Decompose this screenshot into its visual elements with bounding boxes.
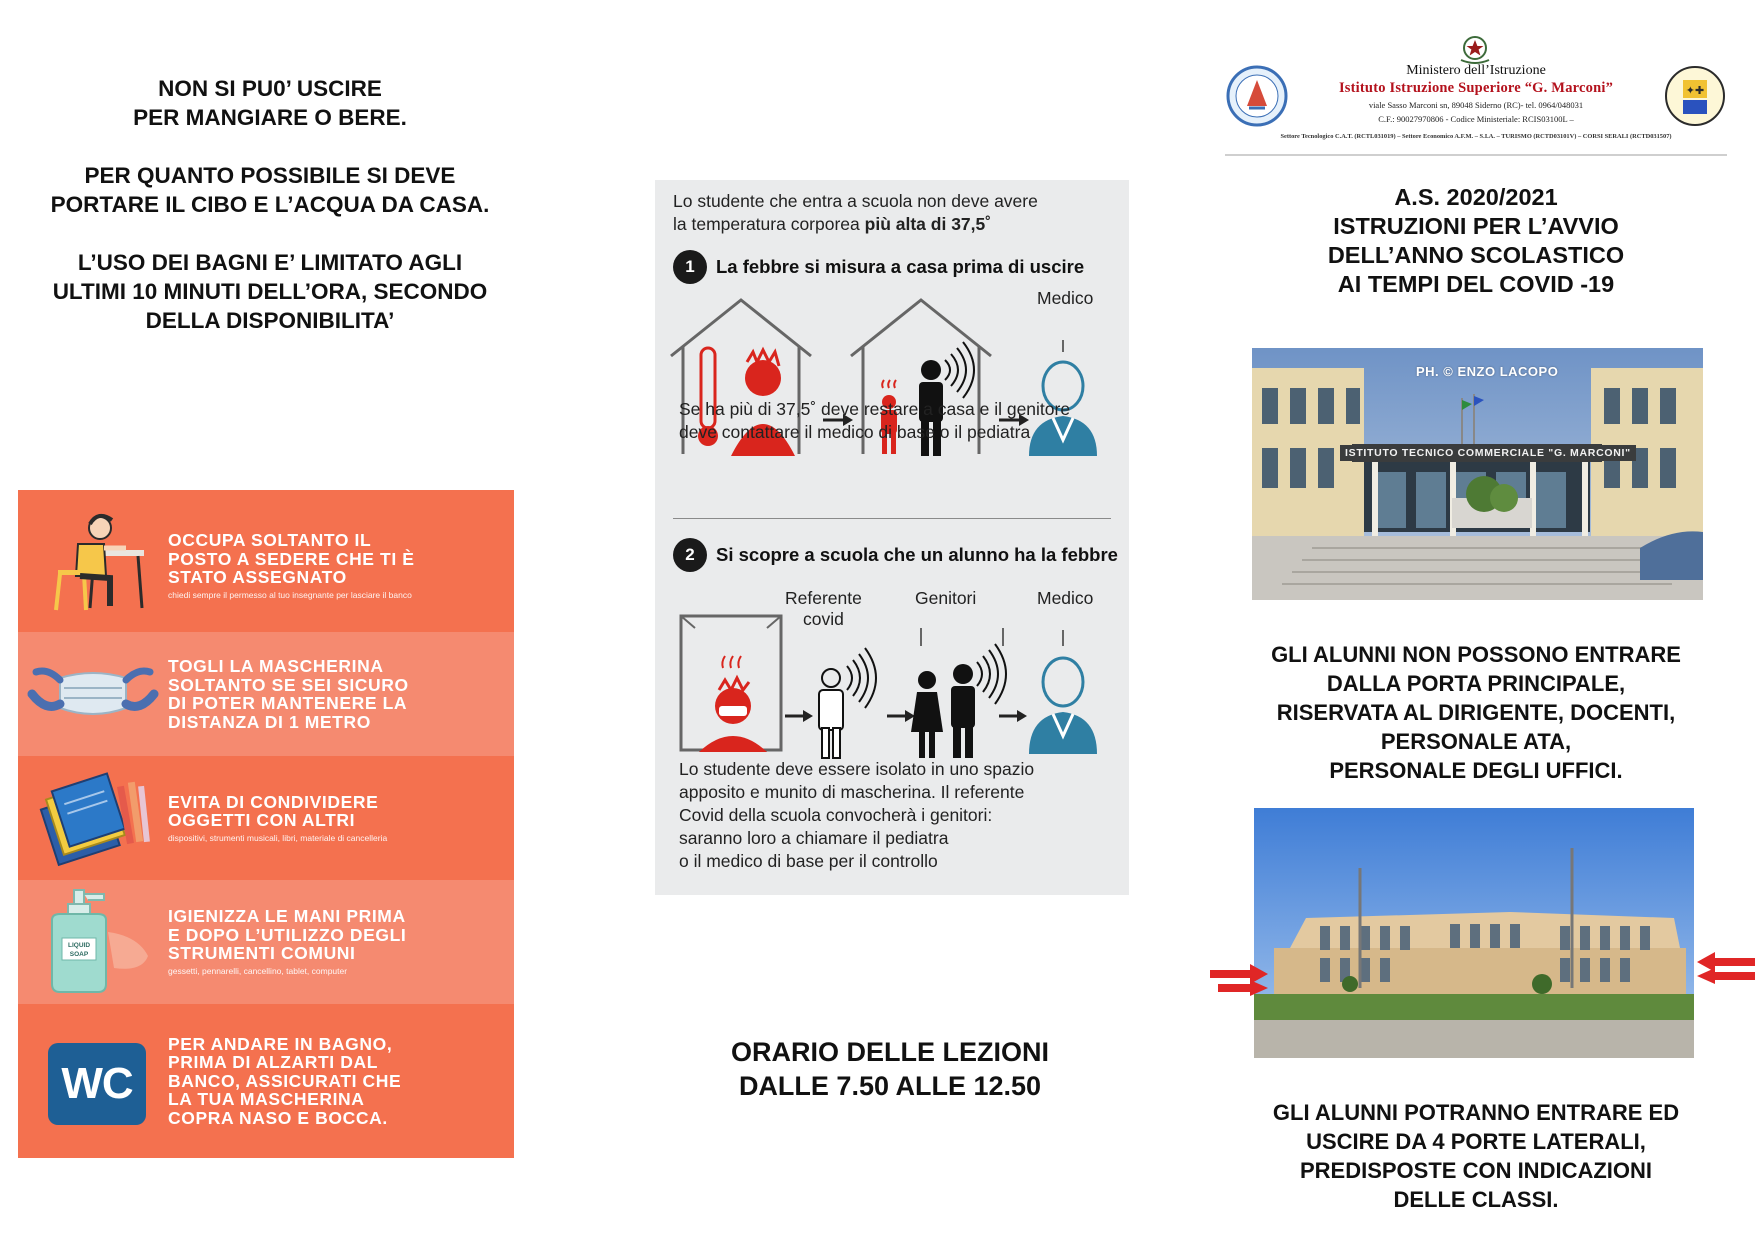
- section-divider: [673, 518, 1111, 519]
- school-supplies-icon: [18, 756, 168, 880]
- doctor-icon: [1029, 630, 1097, 754]
- label-doctor-1: Medico: [1037, 288, 1094, 308]
- rule-sanitize-hands: [18, 880, 514, 1004]
- classroom-rules-panel: [18, 490, 514, 1158]
- rule-no-sharing: [18, 756, 514, 880]
- right-red-arrow-icon: [1697, 952, 1755, 984]
- calabria-region-logo-icon: [1663, 64, 1727, 128]
- rule-bathroom-mask: [18, 1012, 514, 1150]
- lesson-schedule: ORARIO DELLE LEZIONI DALLE 7.50 ALLE 12.50: [730, 1037, 1049, 1101]
- step-2-heading: 2 Si scopre a scuola che un alunno ha la febbre: [673, 538, 1118, 572]
- rule-assigned-seat: [18, 504, 514, 628]
- rule-text: TOGLI LA MASCHERINA SOLTANTO SE SEI SICURO DI POTER MANTENERE LA DISTANZA DI 1 METRO: [168, 656, 409, 732]
- main-entrance-notice: GLI ALUNNI NON POSSONO ENTRARE DALLA PORTA PRINCIPALE, RISERVATA AL DIRIGENTE, DOCENTI, PERSONALE ATA, PERSONALE DEGLI UFFICI.: [1271, 642, 1681, 783]
- left-notes: [10, 74, 530, 364]
- school-letterhead: [1225, 30, 1727, 160]
- italian-emblem-icon: [1453, 34, 1497, 64]
- fever-infographic: [655, 180, 1129, 895]
- letterhead-rule: [1225, 154, 1727, 156]
- side-doors-notice: GLI ALUNNI POTRANNO ENTRARE ED USCIRE DA 4 PORTE LATERALI, PREDISPOSTE CON INDICAZIONI DELLE CLASSI.: [1272, 1100, 1680, 1212]
- rule-mask-removal: [18, 632, 514, 756]
- school-codes: C.F.: 90027970806 - Codice Ministeriale: RCIS03100L –: [1378, 114, 1574, 124]
- note-no-eating: NON SI PU0’ USCIRE PER MANGIARE O BERE.: [133, 76, 407, 130]
- step-1-illustration: [655, 290, 1129, 490]
- step-1-caption: Se ha più di 37,5˚ deve restare a casa e il genitore deve contattare il medico di base o il pediatra: [679, 399, 1071, 442]
- svg-text:SOAP: SOAP: [69, 951, 89, 958]
- rule-text: OCCUPA SOLTANTO IL POSTO A SEDERE CHE TI È STATO ASSEGNATO chiedi sempre il permesso al tuo insegnante per lasciare il banco: [168, 530, 415, 600]
- school-name: Istituto Istruzione Superiore “G. Marconi”: [1338, 80, 1614, 96]
- note-bring-food: PER QUANTO POSSIBILE SI DEVE PORTARE IL CIBO E L’ACQUA DA CASA.: [50, 163, 490, 217]
- school-side-photo: [1210, 808, 1755, 1058]
- svg-text:LIQUID: LIQUID: [67, 942, 91, 949]
- covid-referent-icon: [819, 648, 876, 758]
- school-logo-icon: [1225, 64, 1289, 128]
- wc-icon: WC: [18, 1019, 168, 1143]
- document-title: A.S. 2020/2021 ISTRUZIONI PER L’AVVIO DELL’ANNO SCOLASTICO AI TEMPI DEL COVID -19: [1327, 184, 1625, 297]
- photo-credit: PH. © ENZO LACOPO: [1416, 364, 1559, 379]
- label-referent: Referente covid: [785, 588, 862, 629]
- facade-sign: ISTITUTO TECNICO COMMERCIALE "G. MARCONI": [1340, 445, 1636, 461]
- school-address: viale Sasso Marconi sn, 89048 Siderno (RC)- tel. 0964/048031: [1368, 100, 1584, 110]
- label-doctor-2: Medico: [1037, 588, 1094, 608]
- infographic-intro: Lo studente che entra a scuola non deve avere la temperatura corporea più alta di 37,5˚: [673, 191, 1038, 234]
- isolation-room-icon: [681, 616, 781, 752]
- rule-text: EVITA DI CONDIVIDERE OGGETTI CON ALTRI dispositivi, strumenti musicali, libri, materiale di cancelleria: [168, 791, 388, 843]
- student-at-desk-icon: [18, 504, 168, 628]
- rule-text: PER ANDARE IN BAGNO, PRIMA DI ALZARTI DAL BANCO, ASSICURATI CHE LA TUA MASCHERINA COPRA NASO E BOCCA.: [168, 1033, 402, 1128]
- note-bathroom: L’USO DEI BAGNI E’ LIMITATO AGLI ULTIMI 10 MINUTI DELL’ORA, SECONDO DELLA DISPONIBILITA’: [52, 250, 488, 333]
- school-sectors: Settore Tecnologico C.A.T. (RCTL031019) – Settore Economico A.F.M. – S.I.A. – TURISMO (RCTD03101V) – CORSI SERALI (RCTD031507): [1280, 133, 1672, 140]
- step-1-heading: 1 La febbre si misura a casa prima di uscire: [673, 250, 1084, 284]
- school-entrance-photo: [1252, 348, 1703, 600]
- label-parents: Genitori: [915, 588, 977, 608]
- liquid-soap-icon: [18, 880, 168, 1004]
- svg-text:✦✚: ✦✚: [1685, 84, 1705, 97]
- step-2-caption: Lo studente deve essere isolato in uno spazio apposito e munito di mascherina. Il referente Covid della scuola convocherà i genitori: saranno loro a chiamare il pediatra o il medico di base per il controllo: [679, 759, 1035, 871]
- step-2-illustration: [655, 610, 1129, 770]
- face-mask-icon: [18, 632, 168, 756]
- ministry-name: Ministero dell’Istruzione: [1406, 63, 1546, 78]
- parents-icon: [911, 644, 1006, 758]
- rule-text: IGIENIZZA LE MANI PRIMA E DOPO L’UTILIZZO DEGLI STRUMENTI COMUNI gessetti, pennarelli, cancellino, tablet, computer: [168, 906, 407, 976]
